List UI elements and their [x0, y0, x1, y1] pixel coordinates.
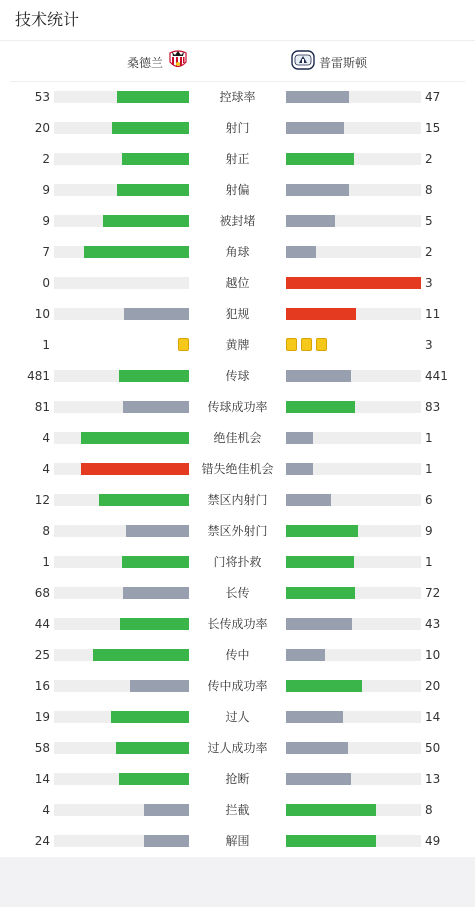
away-bar-track — [286, 153, 421, 165]
stat-row — [0, 733, 475, 764]
home-bar-track — [54, 246, 189, 258]
away-bar-track — [286, 463, 421, 475]
home-bar-fill — [93, 649, 189, 661]
away-value: 15 — [425, 121, 441, 135]
home-value: 481 — [27, 369, 50, 383]
home-bar-fill — [126, 525, 189, 537]
away-value: 1 — [425, 462, 433, 476]
stat-row — [0, 361, 475, 392]
stat-label: 禁区外射门 — [207, 524, 268, 538]
home-bar-track — [54, 494, 189, 506]
stat-label: 犯规 — [225, 307, 250, 321]
stat-label: 传中成功率 — [207, 679, 268, 693]
home-bar-track — [54, 556, 189, 568]
stat-row — [0, 547, 475, 578]
away-value: 6 — [425, 493, 433, 507]
away-bar-track — [286, 618, 421, 630]
stat-label: 控球率 — [219, 90, 256, 104]
away-bar-track — [286, 835, 421, 847]
away-value: 8 — [425, 183, 433, 197]
home-value: 58 — [34, 741, 50, 755]
yellow-card-icon — [316, 338, 327, 351]
home-bar-track — [54, 587, 189, 599]
away-value: 47 — [425, 90, 441, 104]
home-value: 0 — [42, 276, 50, 290]
away-bar-track — [286, 215, 421, 227]
home-bar-fill — [116, 742, 189, 754]
home-bar-track — [54, 680, 189, 692]
stat-row — [0, 609, 475, 640]
stat-label: 射正 — [225, 152, 250, 166]
away-value: 11 — [425, 307, 441, 321]
stat-row — [0, 671, 475, 702]
home-value: 4 — [42, 431, 50, 445]
away-bar-fill — [286, 370, 351, 382]
away-bar-track — [286, 525, 421, 537]
away-bar-track — [286, 804, 421, 816]
stat-row — [0, 268, 475, 299]
stat-label: 过人成功率 — [207, 741, 268, 755]
stat-label: 错失绝佳机会 — [201, 462, 274, 476]
away-bar-track — [286, 91, 421, 103]
stats-list — [0, 82, 475, 857]
away-bar-track — [286, 432, 421, 444]
away-value: 5 — [425, 214, 433, 228]
away-bar-fill — [286, 804, 376, 816]
home-bar-track — [54, 401, 189, 413]
away-bar-track — [286, 122, 421, 134]
away-bar-track — [286, 711, 421, 723]
stat-row — [0, 113, 475, 144]
yellow-card-icon — [301, 338, 312, 351]
away-bar-fill — [286, 525, 358, 537]
away-bar-fill — [286, 618, 352, 630]
home-value: 44 — [34, 617, 50, 631]
home-value: 81 — [34, 400, 50, 414]
home-value: 16 — [34, 679, 50, 693]
away-value: 43 — [425, 617, 441, 631]
home-bar-track — [54, 463, 189, 475]
away-bar-fill — [286, 91, 349, 103]
home-bar-fill — [144, 835, 189, 847]
stat-label: 解围 — [225, 834, 250, 848]
home-bar-track — [54, 370, 189, 382]
stat-label: 射门 — [225, 121, 250, 135]
away-bar-fill — [286, 122, 344, 134]
home-bar-fill — [122, 556, 190, 568]
stat-label: 黄牌 — [225, 338, 250, 352]
home-bar-fill — [103, 215, 189, 227]
home-value: 7 — [42, 245, 50, 259]
away-bar-fill — [286, 773, 351, 785]
home-value: 1 — [42, 555, 50, 569]
stat-label: 传中 — [225, 648, 250, 662]
away-bar-fill — [286, 742, 348, 754]
away-value: 10 — [425, 648, 441, 662]
home-team-name: 桑德兰 — [126, 55, 163, 70]
home-team[interactable] — [127, 51, 189, 73]
home-bar-fill — [84, 246, 189, 258]
home-bar-track — [54, 742, 189, 754]
away-value: 3 — [425, 276, 433, 290]
home-cards — [54, 338, 189, 352]
stat-row — [0, 454, 475, 485]
stat-row — [0, 144, 475, 175]
home-bar-fill — [81, 432, 189, 444]
away-bar-fill — [286, 649, 325, 661]
away-bar-track — [286, 556, 421, 568]
home-bar-fill — [117, 184, 189, 196]
home-bar-track — [54, 308, 189, 320]
away-bar-fill — [286, 184, 349, 196]
away-value: 72 — [425, 586, 441, 600]
stat-label: 长传 — [225, 586, 250, 600]
home-value: 10 — [34, 307, 50, 321]
home-bar-track — [54, 122, 189, 134]
stat-label: 传球成功率 — [207, 400, 268, 414]
home-bar-fill — [81, 463, 189, 475]
away-bar-fill — [286, 835, 376, 847]
stat-row — [0, 206, 475, 237]
page-title: 技术统计 — [15, 10, 80, 29]
yellow-card-icon — [286, 338, 297, 351]
away-value: 9 — [425, 524, 433, 538]
stat-row — [0, 237, 475, 268]
teams-header — [0, 41, 475, 81]
home-bar-track — [54, 153, 189, 165]
home-bar-fill — [117, 91, 189, 103]
home-bar-fill — [122, 153, 190, 165]
home-bar-track — [54, 215, 189, 227]
stat-label: 角球 — [225, 245, 250, 259]
stat-label: 被封堵 — [219, 214, 256, 228]
away-bar-fill — [286, 494, 331, 506]
away-team-name: 普雷斯顿 — [319, 55, 368, 70]
home-bar-fill — [112, 122, 189, 134]
away-bar-track — [286, 370, 421, 382]
stat-label: 禁区内射门 — [207, 493, 268, 507]
away-bar-fill — [286, 680, 362, 692]
home-bar-fill — [111, 711, 189, 723]
away-bar-fill — [286, 308, 356, 320]
home-value: 4 — [42, 803, 50, 817]
stat-label: 传球 — [225, 369, 250, 383]
home-bar-fill — [123, 587, 189, 599]
home-bar-fill — [144, 804, 189, 816]
away-value: 3 — [425, 338, 433, 352]
away-value: 1 — [425, 555, 433, 569]
preston-crest-icon — [291, 48, 315, 76]
home-value: 68 — [34, 586, 50, 600]
home-bar-track — [54, 711, 189, 723]
sunderland-crest-icon — [167, 49, 189, 75]
stat-row — [0, 764, 475, 795]
stat-label: 过人 — [225, 710, 250, 724]
stat-row — [0, 516, 475, 547]
away-bar-fill — [286, 215, 335, 227]
away-bar-track — [286, 184, 421, 196]
home-bar-fill — [119, 773, 189, 785]
home-bar-fill — [119, 370, 189, 382]
away-bar-fill — [286, 432, 313, 444]
away-bar-fill — [286, 277, 421, 289]
stat-label: 长传成功率 — [207, 617, 268, 631]
home-value: 1 — [42, 338, 50, 352]
stat-row — [0, 578, 475, 609]
home-value: 20 — [34, 121, 50, 135]
away-value: 1 — [425, 431, 433, 445]
stat-label: 拦截 — [225, 803, 250, 817]
stat-label: 门将扑救 — [213, 555, 262, 569]
stat-row — [0, 640, 475, 671]
home-bar-track — [54, 804, 189, 816]
away-value: 2 — [425, 245, 433, 259]
stat-row — [0, 485, 475, 516]
home-bar-track — [54, 773, 189, 785]
away-bar-track — [286, 308, 421, 320]
home-value: 8 — [42, 524, 50, 538]
home-bar-track — [54, 618, 189, 630]
stat-row — [0, 702, 475, 733]
home-bar-track — [54, 277, 189, 289]
away-value: 83 — [425, 400, 441, 414]
stat-row — [0, 299, 475, 330]
stat-row — [0, 392, 475, 423]
away-bar-fill — [286, 463, 313, 475]
stat-label: 抢断 — [225, 772, 250, 786]
away-bar-fill — [286, 153, 354, 165]
away-value: 13 — [425, 772, 441, 786]
away-value: 2 — [425, 152, 433, 166]
home-bar-track — [54, 91, 189, 103]
home-value: 19 — [34, 710, 50, 724]
home-bar-fill — [124, 308, 189, 320]
away-bar-fill — [286, 711, 343, 723]
home-bar-track — [54, 432, 189, 444]
away-value: 50 — [425, 741, 441, 755]
away-value: 8 — [425, 803, 433, 817]
home-bar-track — [54, 525, 189, 537]
home-value: 4 — [42, 462, 50, 476]
home-value: 9 — [42, 214, 50, 228]
away-team[interactable] — [291, 49, 367, 75]
stat-label: 射偏 — [225, 183, 250, 197]
away-bar-fill — [286, 401, 355, 413]
away-bar-track — [286, 401, 421, 413]
away-bar-track — [286, 494, 421, 506]
away-bar-track — [286, 649, 421, 661]
stat-row — [0, 423, 475, 454]
home-bar-track — [54, 835, 189, 847]
home-value: 53 — [34, 90, 50, 104]
away-bar-fill — [286, 587, 355, 599]
home-bar-fill — [123, 401, 189, 413]
yellow-card-icon — [178, 338, 189, 351]
home-value: 12 — [34, 493, 50, 507]
away-bar-track — [286, 773, 421, 785]
away-cards — [286, 338, 421, 352]
home-value: 14 — [34, 772, 50, 786]
stat-row — [0, 795, 475, 826]
away-value: 14 — [425, 710, 441, 724]
stat-label: 越位 — [225, 276, 250, 290]
home-bar-fill — [99, 494, 189, 506]
home-value: 25 — [34, 648, 50, 662]
home-bar-fill — [130, 680, 189, 692]
home-value: 24 — [34, 834, 50, 848]
home-bar-fill — [120, 618, 189, 630]
away-bar-track — [286, 277, 421, 289]
stat-row — [0, 826, 475, 857]
away-value: 49 — [425, 834, 441, 848]
stat-row — [0, 330, 475, 361]
stat-row — [0, 82, 475, 113]
away-bar-track — [286, 680, 421, 692]
stat-label: 绝佳机会 — [213, 431, 262, 445]
away-bar-track — [286, 246, 421, 258]
away-bar-track — [286, 742, 421, 754]
away-value: 441 — [425, 369, 448, 383]
home-bar-track — [54, 184, 189, 196]
away-bar-fill — [286, 246, 316, 258]
away-bar-track — [286, 587, 421, 599]
away-bar-fill — [286, 556, 354, 568]
stat-row — [0, 175, 475, 206]
home-value: 2 — [42, 152, 50, 166]
away-value: 20 — [425, 679, 441, 693]
home-bar-track — [54, 649, 189, 661]
home-value: 9 — [42, 183, 50, 197]
